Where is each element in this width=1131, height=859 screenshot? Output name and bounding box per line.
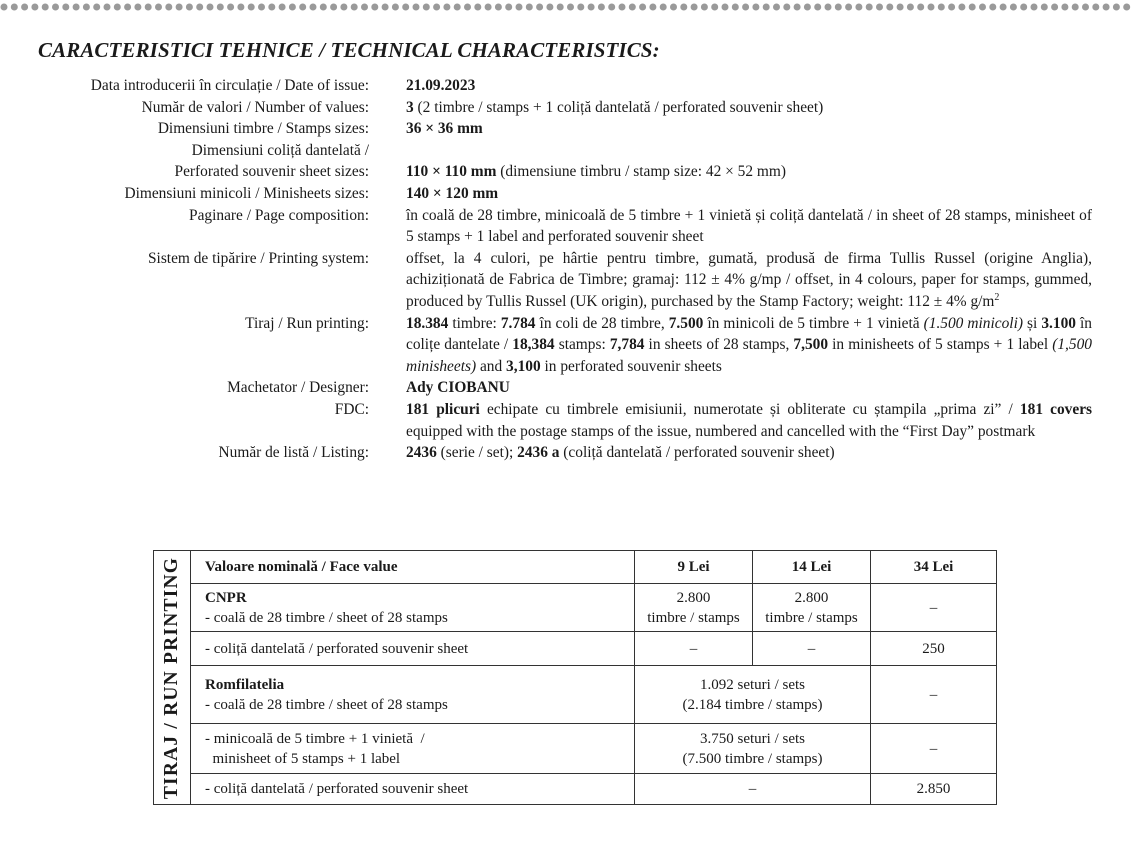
cell-9-14-lei: 3.750 seturi / sets (7.500 timbre / stamps) [635,724,871,774]
header-14-lei: 14 Lei [753,551,871,584]
row-desc: - minicoală de 5 timbre + 1 vinietă / minisheet of 5 stamps + 1 label [191,724,635,774]
spec-value: Ady CIOBANU [406,379,510,397]
spec-run [0,313,1131,378]
header-face-value: Valoare nominală / Face value [191,551,635,584]
spec-values [0,97,1131,119]
side-label: TIRAJ / RUN PRINTING [161,556,182,799]
spec-value: în coală de 28 timbre, minicoală de 5 timbre + 1 vinietă și coliță dantelată / in sheet of 28 stamps, minisheet of 5 stamps + 1 label and perforated souvenir sheet [406,206,1092,246]
dotted-border [0,0,1131,14]
row-desc: CNPR - coală de 28 timbre / sheet of 28 stamps [191,584,635,632]
cell-9-14-lei: – [635,774,871,805]
spec-minisheet [0,183,1131,205]
table-row [154,724,997,774]
cell-34-lei: – [871,666,997,724]
cell-34-lei: – [871,584,997,632]
spec-listing [0,442,1131,464]
spec-value: 3 (2 timbre / stamps + 1 coliță dantelată / perforated souvenir sheet) [406,98,824,116]
spec-label: Număr de valori / Number of values: [141,98,369,116]
spec-label: Paginare / Page composition: [189,206,369,224]
spec-label: Sistem de tipărire / Printing system: [147,249,369,267]
row-desc: Romfilatelia - coală de 28 timbre / sheet of 28 stamps [191,666,635,724]
table-row [154,632,997,666]
spec-value: 18.384 timbre: 7.784 în coli de 28 timbre, 7.500 în minicoli de 5 timbre + 1 vinietă (1.500 minicoli) și 3.100 în colițe dantelate / 18,384 stamps: 7,784 in sheets of 28 stamps, 7,500 in minisheets of 5 stamps + 1 label (1,500 minisheets) and 3,100 in perforated souvenir sheets [406,314,1092,375]
spec-label: Data introducerii în circulație / Date of issue: [90,77,369,94]
spec-printing [0,248,1131,313]
section-heading: CARACTERISTICI TEHNICE / TECHNICAL CHARACTERISTICS: [38,38,660,62]
cell-9-14-lei: 1.092 seturi / sets (2.184 timbre / stamps) [635,666,871,724]
spec-value: 21.09.2023 [406,77,476,94]
cell-34-lei: – [871,724,997,774]
spec-value: 181 plicuri echipate cu timbrele emisiunii, numerotate și obliterate cu ștampila „prima zi” / 181 covers equipped with the postage stamps of the issue, numbered and cancelled with the “First Day” postmark [406,400,1093,440]
spec-date [0,75,1131,97]
spec-value: 140 × 120 mm [406,184,499,202]
row-desc: - coliță dantelată / perforated souvenir sheet [191,632,635,666]
cell-9-lei: 2.800 timbre / stamps [635,584,753,632]
table-row [154,584,997,632]
row-desc: - coliță dantelată / perforated souvenir sheet [191,774,635,805]
run-printing-table [153,550,997,805]
specs-list [0,75,1131,464]
spec-label: Dimensiuni timbre / Stamps sizes: [157,120,369,138]
cell-9-lei: – [635,632,753,666]
spec-value: 2436 (serie / set); 2436 a (coliță dantelată / perforated souvenir sheet) [406,444,835,462]
spec-label: Dimensiuni coliță dantelată / Perforated souvenir sheet sizes: [174,141,369,181]
spec-designer [0,377,1131,399]
table-row [154,774,997,805]
spec-label: Dimensiuni minicoli / Minisheets sizes: [124,184,369,202]
spec-value: 36 × 36 mm [406,120,483,138]
spec-sheet-size [0,140,1131,183]
spec-label: Tiraj / Run printing: [245,314,369,332]
header-34-lei: 34 Lei [871,551,997,584]
cell-34-lei: 2.850 [871,774,997,805]
cell-14-lei: – [753,632,871,666]
spec-label: Număr de listă / Listing: [218,444,369,462]
spec-label: FDC: [334,400,369,418]
spec-value: 110 × 110 mm (dimensiune timbru / stamp size: 42 × 52 mm) [406,163,786,181]
cell-14-lei: 2.800 timbre / stamps [753,584,871,632]
spec-value: offset, la 4 culori, pe hârtie pentru timbre, gumată, produsă de firma Tullis Russel (origine Anglia), achiziționată de Fabrica de Timbre; gramaj: 112 ± 4% g/mp / offset, in 4 colours, paper for stamps, gummed, produced by Tullis Russel (UK origin), purchased by the Stamp Factory; weight: 112 ± 4% $g/m^2$ [406,249,1092,310]
spec-stamp-size [0,118,1131,140]
table-row [154,666,997,724]
spec-page [0,205,1131,248]
spec-label: Machetator / Designer: [227,379,369,397]
header-9-lei: 9 Lei [635,551,753,584]
spec-fdc [0,399,1131,442]
side-label-cell [154,551,191,805]
cell-34-lei: 250 [871,632,997,666]
table-header-row [154,551,997,584]
